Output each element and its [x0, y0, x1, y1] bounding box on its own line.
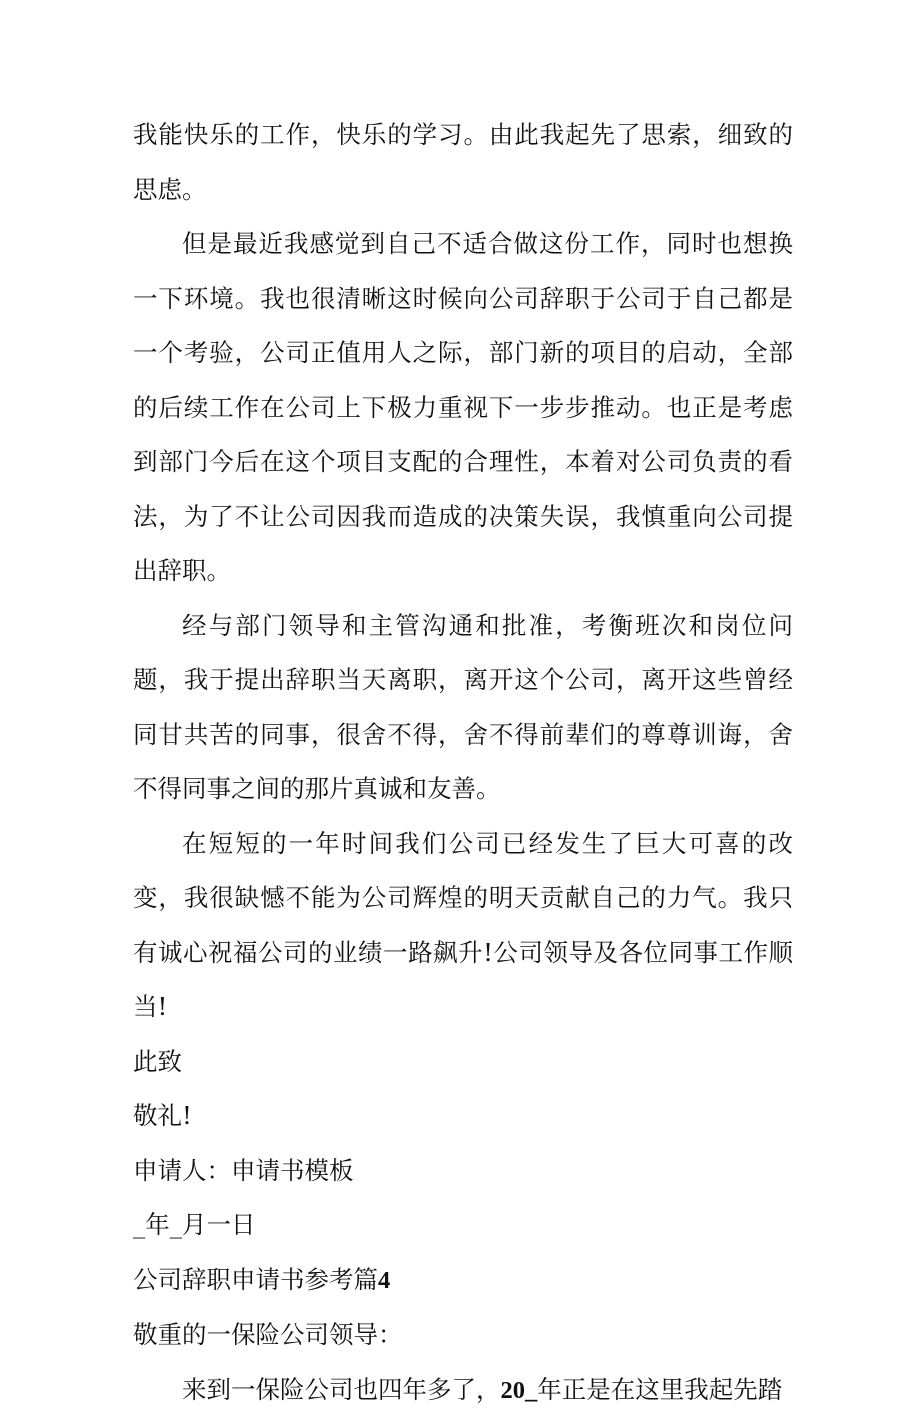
closing-regards: 敬礼!: [133, 1089, 793, 1144]
section-title-text: 公司辞职申请书参考篇: [133, 1265, 378, 1294]
paragraph-unsuitable: 但是最近我感觉到自己不适合做这份工作，同时也想换一下环境。我也很清晰这时候向公司辞职于公司于自己都是一个考验，公司正值用人之际，部门新的项目的启动，全部的后续工作在公司上下极力重视下一步步推动。也正是考虑到部门今后在这个项目支配的合理性，本着对公司负责的看法，为了不让公司因我而造成的决策失误，我慎重向公司提出辞职。: [133, 217, 793, 599]
document-body: [133, 108, 793, 1418]
closing-salutation: 此致: [133, 1035, 793, 1090]
letter-salutation: 敬重的一保险公司领导：: [133, 1308, 793, 1363]
section-title: [133, 1253, 793, 1309]
applicant-line: 申请人：申请书模板: [133, 1144, 793, 1199]
paragraph-blessing: 在短短的一年时间我们公司已经发生了巨大可喜的改变，我很缺憾不能为公司辉煌的明天贡献自己的力气。我只有诚心祝福公司的业绩一路飙升!公司领导及各位同事工作顺当!: [133, 817, 793, 1035]
last-para-end: 年正是在这里我起先踏: [537, 1375, 782, 1404]
section-title-number: 4: [378, 1267, 390, 1294]
paragraph-leaving: 经与部门领导和主管沟通和批准，考衡班次和岗位问题，我于提出辞职当天离职，离开这个公司，离开这些曾经同甘共苦的同事，很舍不得，舍不得前辈们的尊尊训诲，舍不得同事之间的那片真诚和友善。: [133, 599, 793, 817]
paragraph-continuation: 我能快乐的工作，快乐的学习。由此我起先了思索，细致的思虑。: [133, 108, 793, 217]
date-line: _年_月一日: [133, 1198, 793, 1253]
paragraph-last: [133, 1363, 793, 1418]
last-para-start: 来到一保险公司也四年多了，: [182, 1375, 501, 1404]
last-para-year: 20_: [501, 1377, 538, 1404]
